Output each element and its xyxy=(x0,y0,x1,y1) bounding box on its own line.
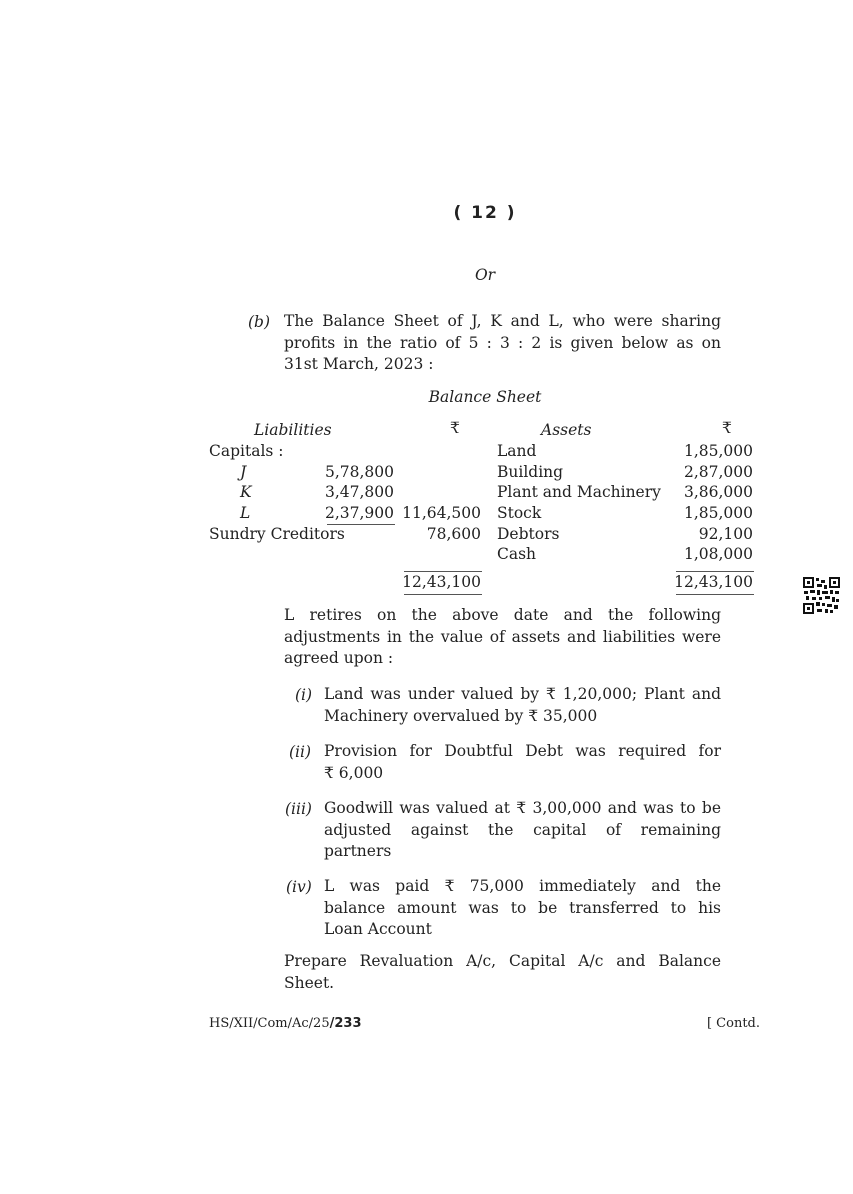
asset-amount: 1,08,000 xyxy=(683,545,753,563)
partner-amount: 3,47,800 xyxy=(324,483,394,501)
adjustment-line: Provision for Doubtful Debt was required for xyxy=(324,742,721,760)
assets-heading: Assets xyxy=(541,421,592,439)
adjustment-label: (ii) xyxy=(289,743,312,761)
partner-amount: 2,37,900 xyxy=(324,504,394,522)
asset-amount: 1,85,000 xyxy=(683,504,753,522)
adjustment-line: Land was under valued by ₹ 1,20,000; Plant and xyxy=(324,685,721,703)
qr-code-icon xyxy=(803,577,840,614)
adjustment-line: Goodwill was valued at ₹ 3,00,000 and was to be xyxy=(324,799,721,817)
adjustment-item xyxy=(324,684,721,727)
creditors-label: Sundry Creditors xyxy=(209,525,345,543)
asset-name: Building xyxy=(497,463,564,481)
paper-code-suffix: /233 xyxy=(329,1016,362,1031)
adjustment-line: adjusted against the capital of remaining xyxy=(324,820,721,839)
instruction-paragraph xyxy=(284,951,721,994)
liabilities-total: 12,43,100 xyxy=(402,573,481,591)
adjustment-line: ₹ 6,000 xyxy=(324,763,384,782)
retirement-paragraph xyxy=(284,605,721,670)
currency-symbol: ₹ xyxy=(722,419,732,437)
intro-line: The Balance Sheet of J, K and L, who were sharing xyxy=(284,312,721,330)
instruction-line: Sheet. xyxy=(284,973,335,992)
asset-name: Land xyxy=(497,442,537,460)
assets-total-bottom-rule xyxy=(676,594,754,595)
liabilities-total-bottom-rule xyxy=(404,594,482,595)
intro-line: 31st March, 2023 : xyxy=(284,355,434,373)
asset-amount: 1,85,000 xyxy=(683,442,753,460)
partner-amount: 5,78,800 xyxy=(324,463,394,481)
capital-total: 11,64,500 xyxy=(402,504,481,522)
question-intro xyxy=(284,311,721,376)
asset-amount: 2,87,000 xyxy=(683,463,753,481)
partner-name: J xyxy=(240,463,247,481)
adjustment-line: Loan Account xyxy=(324,920,432,938)
adjustment-label: (iv) xyxy=(286,878,312,896)
adjustment-item xyxy=(324,798,721,863)
or-label: Or xyxy=(474,266,496,284)
adjustment-label: (iii) xyxy=(285,800,312,818)
contd-label: [ Contd. xyxy=(706,1016,760,1031)
capitals-label: Capitals : xyxy=(209,442,284,460)
intro-line: profits in the ratio of 5 : 3 : 2 is given below as on xyxy=(284,333,721,352)
paper-code xyxy=(209,1016,362,1031)
question-label: (b) xyxy=(248,313,271,331)
partner-name: K xyxy=(240,483,252,501)
asset-name: Cash xyxy=(497,545,537,563)
adjustment-item xyxy=(324,876,721,941)
retirement-line: agreed upon : xyxy=(284,649,394,667)
adjustment-label: (i) xyxy=(295,686,313,704)
asset-amount: 92,100 xyxy=(698,525,753,543)
adjustment-line: balance amount was to be transferred to his xyxy=(324,898,721,917)
adjustment-line: partners xyxy=(324,842,392,860)
paper-code-prefix: HS/XII/Com/Ac/25 xyxy=(209,1016,330,1031)
retirement-line: L retires on the above date and the following xyxy=(284,606,721,624)
retirement-line: adjustments in the value of assets and liabilities were xyxy=(284,627,721,646)
adjustment-line: Machinery overvalued by ₹ 35,000 xyxy=(324,706,598,725)
adjustment-line: L was paid ₹ 75,000 immediately and the xyxy=(324,877,721,895)
assets-total-top-rule xyxy=(676,571,754,572)
asset-name: Debtors xyxy=(497,525,560,543)
balance-sheet-title: Balance Sheet xyxy=(428,388,542,406)
partner-name: L xyxy=(240,504,251,522)
currency-symbol: ₹ xyxy=(450,419,460,437)
instruction-line: Prepare Revaluation A/c, Capital A/c and Balance xyxy=(284,952,721,970)
page-number: ( 12 ) xyxy=(453,203,517,223)
liabilities-total-top-rule xyxy=(404,571,482,572)
asset-name: Stock xyxy=(497,504,542,522)
adjustment-item xyxy=(324,741,721,784)
liabilities-heading: Liabilities xyxy=(254,421,332,439)
asset-amount: 3,86,000 xyxy=(683,483,753,501)
asset-name: Plant and Machinery xyxy=(497,483,661,501)
assets-total: 12,43,100 xyxy=(674,573,753,591)
creditors-amount: 78,600 xyxy=(426,525,481,543)
